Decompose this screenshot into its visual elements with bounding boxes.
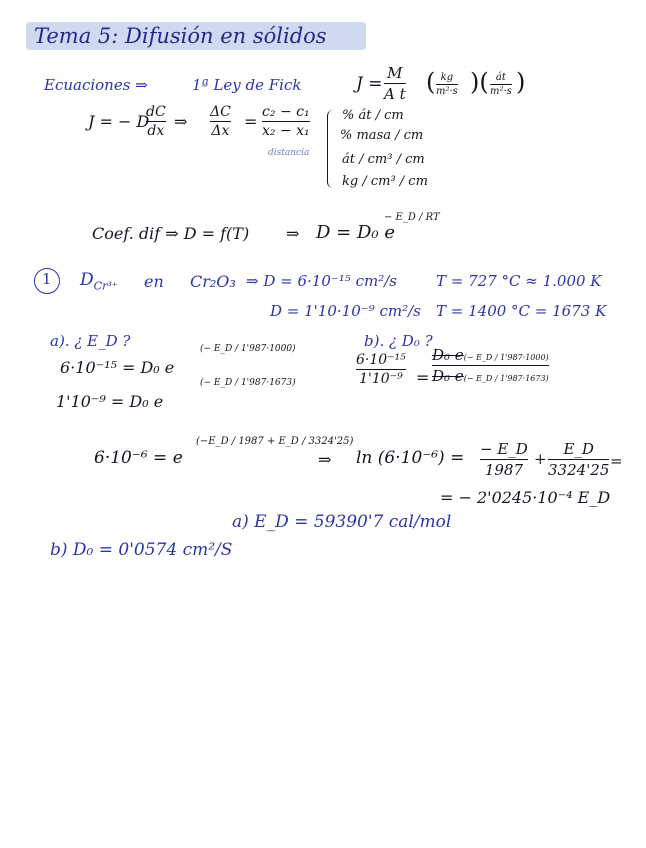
unit-pct-at: % át / cm — [342, 108, 404, 123]
problem-d-label: $D_{Cr^{3+}}$ — [80, 270, 118, 293]
arrhenius-equation: D = D₀ e — [316, 222, 395, 243]
eq-c-result: = − 2'0245·10⁻⁴ E_D — [440, 488, 611, 507]
eq-c-lhs: 6·10⁻⁶ = e — [94, 448, 183, 468]
problem-d2: D = 1'10·10⁻⁹ cm²/s — [270, 302, 421, 320]
eq-c-ln: ln (6·10⁻⁶) = — [356, 448, 465, 468]
equals-sign-3: = — [610, 452, 623, 470]
ratio-lhs-fraction: 6·10⁻¹⁵ 1'10⁻⁹ — [356, 352, 406, 387]
flux-equation-lhs: J = − D — [88, 112, 150, 131]
units-paren-close: ) — [516, 68, 526, 96]
eq-a1-exp: (− E_D / 1'987·1000) — [200, 344, 296, 354]
implies-arrow-1: ⇒ — [174, 112, 188, 131]
flux-def-lhs: J = — [356, 74, 383, 94]
units-brace — [327, 110, 336, 188]
problem-compound: Cr₂O₃ — [190, 272, 236, 291]
unit-at-cm3: át / cm³ / cm — [342, 152, 425, 167]
coef-dif-text: Coef. dif ⇒ D = f(T) — [92, 224, 250, 243]
answer-a: a) E_D = 59390'7 cal/mol — [232, 512, 452, 532]
problem-t2: T = 1400 °C = 1673 K — [436, 302, 607, 320]
eq-c-term1: − E_D 1987 — [480, 440, 528, 479]
dc-dx-fraction: dC dx — [146, 104, 166, 139]
problem-d1: ⇒ D = 6·10⁻¹⁵ cm²/s — [246, 272, 397, 290]
ratio-rhs-fraction: D₀ e(− E_D / 1'987·1000) D₀ e(− E_D / 1'987·1673) — [432, 346, 549, 385]
implies-arrow-3: ⇒ — [318, 450, 332, 469]
units-kg-fraction: kg m²·s — [436, 72, 458, 97]
equals-sign-1: = — [244, 112, 258, 131]
unit-kg-cm3: kg / cm³ / cm — [342, 174, 428, 189]
problem-en: en — [144, 272, 164, 291]
delta-fraction: ΔC Δx — [210, 104, 231, 139]
question-a: a). ¿ E_D ? — [50, 332, 131, 350]
ecuaciones-label: Ecuaciones ⇒ — [44, 76, 148, 94]
answer-b: b) D₀ = 0'0574 cm²/S — [50, 540, 233, 560]
eq-a2-lhs: 1'10⁻⁹ = D₀ e — [56, 392, 164, 411]
distancia-note: distancia — [268, 148, 310, 158]
eq-a1-lhs: 6·10⁻¹⁵ = D₀ e — [60, 358, 175, 377]
problem-number: 1 — [42, 270, 52, 288]
implies-arrow-2: ⇒ — [286, 224, 300, 243]
units-paren-open: ( — [426, 68, 436, 96]
unit-pct-masa: % masa / cm — [340, 128, 424, 143]
page-title: Tema 5: Difusión en sólidos — [34, 24, 327, 48]
units-at-fraction: át m²·s — [490, 72, 512, 97]
eq-a2-exp: (− E_D / 1'987·1673) — [200, 378, 296, 388]
plus-sign: + — [534, 450, 547, 468]
arrhenius-exponent: − E_D / RT — [384, 212, 440, 223]
eq-c-exp: (−E_D / 1987 + E_D / 3324'25) — [196, 436, 354, 447]
c-x-fraction: c₂ − c₁ x₂ − x₁ — [262, 104, 310, 139]
flux-def-fraction: M A t — [384, 64, 406, 103]
problem-t1: T = 727 °C ≈ 1.000 K — [436, 272, 602, 290]
equals-sign-2: = — [416, 368, 430, 387]
question-b: b). ¿ D₀ ? — [364, 332, 433, 350]
eq-c-term2: E_D 3324'25 — [548, 440, 610, 479]
units-paren-mid: )( — [470, 68, 489, 96]
fick-law-label: 1ª Ley de Fick — [192, 76, 302, 94]
